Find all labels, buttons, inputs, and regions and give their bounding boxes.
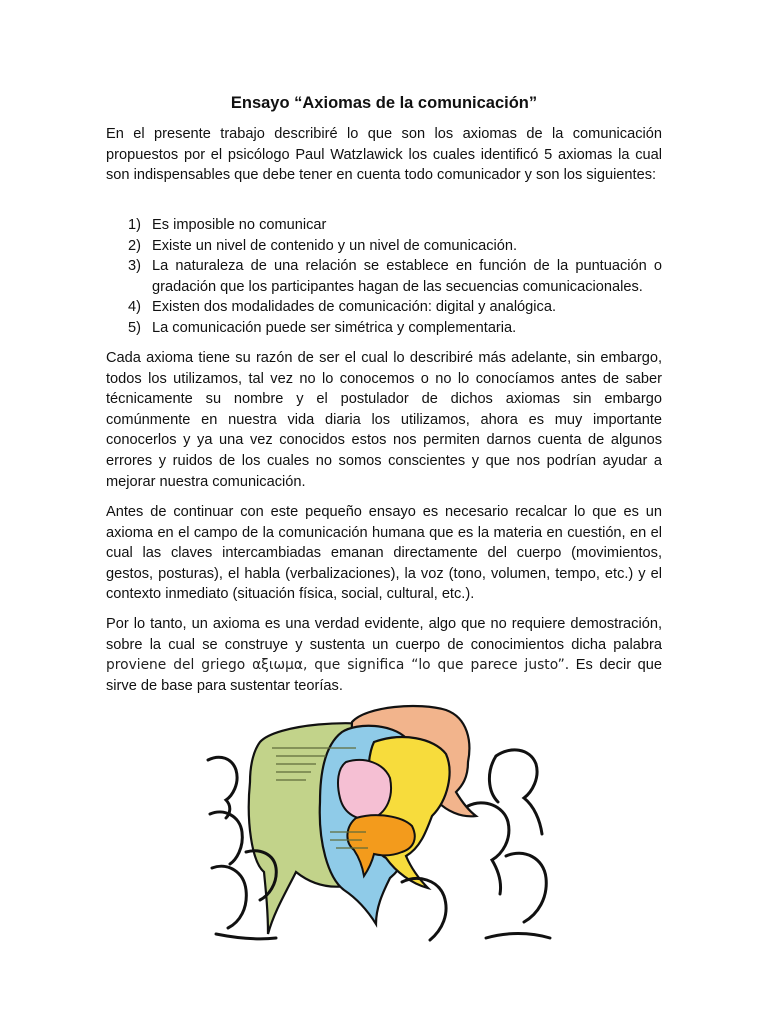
person-left-mid	[210, 812, 242, 864]
axiom-item	[128, 215, 662, 236]
communication-illustration	[206, 702, 552, 944]
axiom-text: La comunicación puede ser simétrica y complementaria.	[152, 319, 517, 336]
pink-speech-bubble	[338, 760, 391, 819]
axiom-text: La naturaleza de una relación se establece en función de la puntuación o gradación que los participantes hagan de las secuencias comunicacionales.	[152, 258, 662, 295]
axiom-number: 2)	[128, 237, 141, 254]
axiom-text: Existen dos modalidades de comunicación: digital y analógica.	[152, 299, 557, 316]
person-left-top	[208, 757, 237, 818]
axiom-item	[128, 297, 662, 318]
paragraph-2: Cada axioma tiene su razón de ser el cual lo describiré más adelante, sin embargo, todos los utilizamos, tal vez no lo conocemos o no lo conocíamos antes de saber técnicamente su nombre y el postulador de dichos axiomas sin embargo comúnmente en nuestra vida diaria los utilizamos, ahora es muy importante conocerlos y ya una vez conocidos estos nos permiten darnos cuenta de algunos errores y ruidos de los cuales no somos conscientes y que nos podrían ayudar a mejorar nuestra comunicación.	[106, 350, 662, 490]
paragraph-4-text: Por lo tanto, un axioma es una verdad evidente, algo que no requiere demostración, sobre la cual se construye y sustenta un cuerpo de conocimientos dicha palabra	[106, 616, 662, 653]
greek-quote: proviene del griego αξιωμα, que significa “lo que parece justo”.	[106, 657, 570, 674]
axiom-number: 5)	[128, 319, 141, 336]
axiom-item	[128, 256, 662, 297]
axiom-text: Es imposible no comunicar	[152, 217, 327, 233]
essay-title: Ensayo “Axiomas de la comunicación”	[230, 94, 538, 112]
axiom-number: 3)	[128, 258, 141, 275]
person-right-top	[489, 750, 542, 834]
axiom-number: 4)	[128, 299, 141, 316]
paragraph-3: Antes de continuar con este pequeño ensayo es necesario recalcar lo que es un axioma en el campo de la comunicación humana que es la materia en cuestión, en el cual las claves intercambiadas emanan directamente del cuerpo (movimientos, gestos, posturas), el habla (verbalizaciones), la voz (tono, volumen, tempo, etc.) y el contexto inmediato (situación física, social, cultural, etc.).	[106, 504, 662, 603]
axioms-list	[106, 215, 662, 339]
axiom-item	[128, 236, 662, 257]
paragraph-4-ending: Es decir que sirve de base para sustentar teorías.	[106, 657, 662, 694]
paragraph-4	[106, 614, 662, 696]
axiom-text: Existe un nivel de contenido y un nivel de comunicación.	[152, 237, 518, 254]
axiom-item	[128, 318, 662, 339]
intro-paragraph: En el presente trabajo describiré lo que son los axiomas de la comunicación propuestos por el psicólogo Paul Watzlawick los cuales identificó 5 axiomas la cual son indispensables que debe tener en cuenta todo comunicador y son los siguientes:	[106, 126, 662, 184]
axiom-number: 1)	[128, 217, 141, 233]
